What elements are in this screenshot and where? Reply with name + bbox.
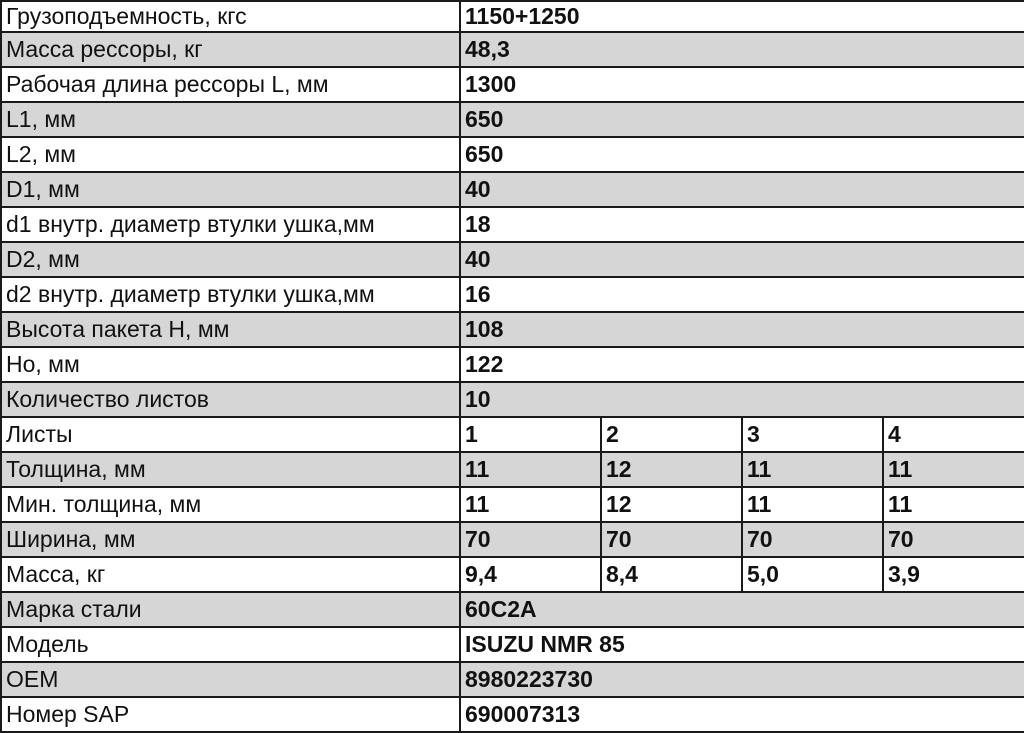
table-row xyxy=(1,347,1024,382)
table-row xyxy=(1,102,1024,137)
row-value: 650 xyxy=(460,137,1024,172)
leaf-value: 70 xyxy=(883,522,1024,557)
leaf-table-row xyxy=(1,557,1024,592)
row-value: 690007313 xyxy=(460,697,1024,732)
row-value: 1300 xyxy=(460,67,1024,102)
row-label: Толщина, мм xyxy=(1,452,460,487)
leaf-value: 12 xyxy=(601,487,742,522)
leaf-value: 12 xyxy=(601,452,742,487)
table-row xyxy=(1,592,1024,627)
row-label: Модель xyxy=(1,627,460,662)
row-value: 108 xyxy=(460,312,1024,347)
leaf-value: 3,9 xyxy=(883,557,1024,592)
table-row xyxy=(1,32,1024,67)
row-label: L2, мм xyxy=(1,137,460,172)
table-row xyxy=(1,172,1024,207)
leaf-value: 2 xyxy=(601,417,742,452)
row-value: 60С2А xyxy=(460,592,1024,627)
row-label: Мин. толщина, мм xyxy=(1,487,460,522)
table-row xyxy=(1,697,1024,732)
leaf-value: 70 xyxy=(601,522,742,557)
row-label: Но, мм xyxy=(1,347,460,382)
row-value: 1150+1250 xyxy=(460,1,1024,32)
row-label: Листы xyxy=(1,417,460,452)
table-row xyxy=(1,277,1024,312)
row-value: 48,3 xyxy=(460,32,1024,67)
row-label: D2, мм xyxy=(1,242,460,277)
row-value: 8980223730 xyxy=(460,662,1024,697)
row-label: Количество листов xyxy=(1,382,460,417)
leaf-table-row xyxy=(1,487,1024,522)
row-label: Марка стали xyxy=(1,592,460,627)
table-row xyxy=(1,312,1024,347)
leaf-value: 11 xyxy=(742,487,883,522)
row-label: Номер SAP xyxy=(1,697,460,732)
row-value: 10 xyxy=(460,382,1024,417)
row-label: Ширина, мм xyxy=(1,522,460,557)
leaf-value: 5,0 xyxy=(742,557,883,592)
row-value: 40 xyxy=(460,242,1024,277)
leaf-value: 1 xyxy=(460,417,601,452)
leaf-value: 11 xyxy=(460,487,601,522)
row-value: 650 xyxy=(460,102,1024,137)
table-row xyxy=(1,1,1024,32)
leaf-value: 3 xyxy=(742,417,883,452)
row-value: 40 xyxy=(460,172,1024,207)
leaf-value: 4 xyxy=(883,417,1024,452)
row-value: 18 xyxy=(460,207,1024,242)
leaf-value: 70 xyxy=(460,522,601,557)
row-value: ISUZU NMR 85 xyxy=(460,627,1024,662)
table-row xyxy=(1,242,1024,277)
row-label: Масса рессоры, кг xyxy=(1,32,460,67)
table-row xyxy=(1,207,1024,242)
leaf-value: 11 xyxy=(883,487,1024,522)
row-label: Высота пакета Н, мм xyxy=(1,312,460,347)
row-label: D1, мм xyxy=(1,172,460,207)
table-row xyxy=(1,137,1024,172)
row-label: L1, мм xyxy=(1,102,460,137)
row-value: 16 xyxy=(460,277,1024,312)
row-value: 122 xyxy=(460,347,1024,382)
leaf-value: 70 xyxy=(742,522,883,557)
row-label: Грузоподъемность, кгс xyxy=(1,1,460,32)
table-row xyxy=(1,662,1024,697)
leaf-value: 11 xyxy=(460,452,601,487)
leaf-value: 9,4 xyxy=(460,557,601,592)
row-label: Рабочая длина рессоры L, мм xyxy=(1,67,460,102)
row-label: Масса, кг xyxy=(1,557,460,592)
leaf-table-row xyxy=(1,452,1024,487)
row-label: d2 внутр. диаметр втулки ушка,мм xyxy=(1,277,460,312)
leaf-value: 8,4 xyxy=(601,557,742,592)
table-row xyxy=(1,67,1024,102)
table-row xyxy=(1,627,1024,662)
table-row xyxy=(1,382,1024,417)
row-label: d1 внутр. диаметр втулки ушка,мм xyxy=(1,207,460,242)
row-label: OEM xyxy=(1,662,460,697)
leaf-value: 11 xyxy=(883,452,1024,487)
leaf-value: 11 xyxy=(742,452,883,487)
leaf-table-row xyxy=(1,417,1024,452)
leaf-table-row xyxy=(1,522,1024,557)
